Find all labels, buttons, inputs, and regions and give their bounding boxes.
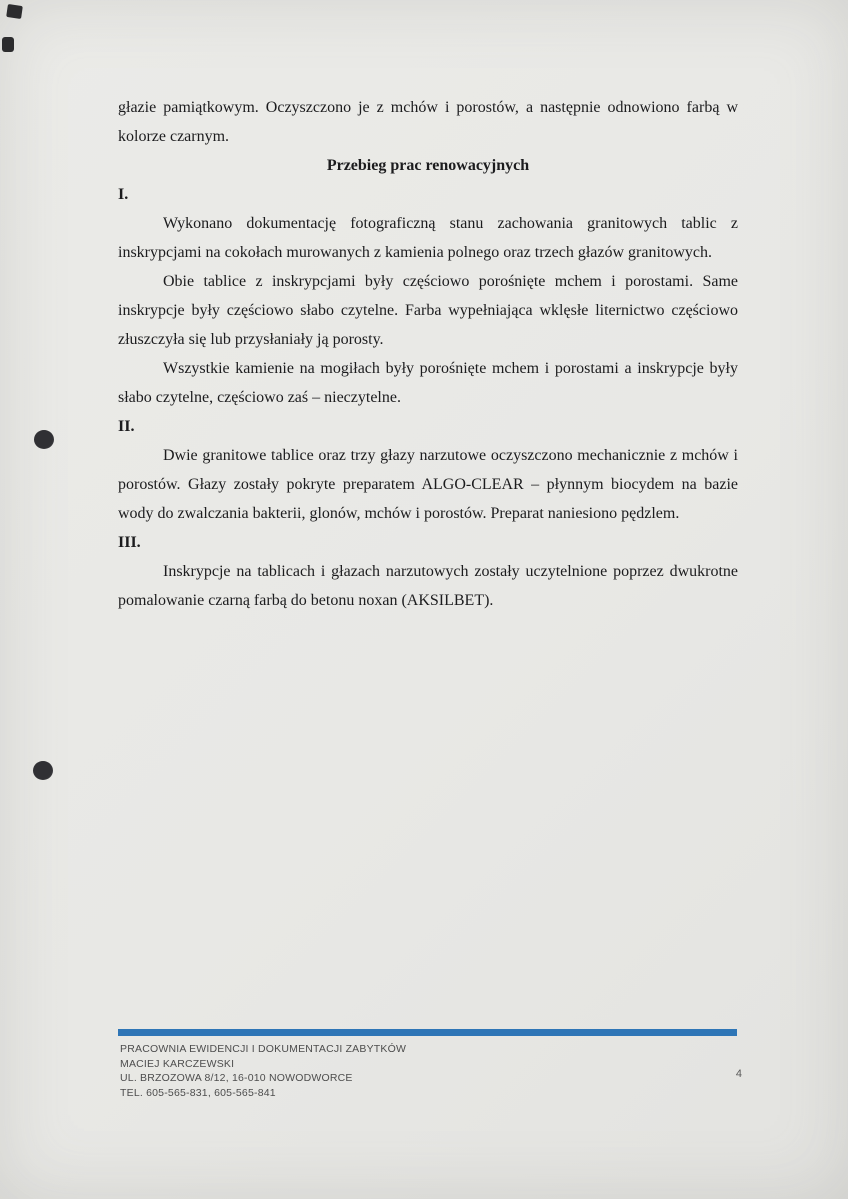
footer-line-company: PRACOWNIA EWIDENCJI I DOKUMENTACJI ZABYTKÓW: [120, 1043, 407, 1055]
paragraph: Obie tablice z inskrypcjami były częściowo porośnięte mchem i porostami. Same inskrypcje były częściowo słabo czytelne. Farba wypełniająca wklęsłe liternictwo częściowo złuszczyła się lub przysłaniały ją porosty.: [118, 273, 738, 348]
section-label-iii: III.: [118, 534, 141, 551]
paragraph: Wykonano dokumentację fotograficzną stanu zachowania granitowych tablic z inskrypcjami na cokołach murowanych z kamienia polnego oraz trzech głazów granitowych.: [118, 215, 738, 261]
paragraph: Inskrypcje na tablicach i głazach narzutowych zostały uczytelnione poprzez dwukrotne pomalowanie czarną farbą do betonu noxan (AKSILBET).: [118, 563, 738, 609]
document-body: [118, 93, 738, 615]
scan-artifact: [2, 37, 14, 52]
paragraph: Dwie granitowe tablice oraz trzy głazy narzutowe oczyszczono mechanicznie z mchów i porostów. Głazy zostały pokryte preparatem ALGO-CLEAR – płynnym biocydem na bazie wody do zwalczania bakterii, glonów, mchów i porostów. Preparat naniesiono pędzlem.: [118, 447, 738, 522]
punch-hole: [33, 761, 53, 780]
paragraph: Wszystkie kamienie na mogiłach były porośnięte mchem i porostami a inskrypcje były słabo czytelne, częściowo zaś – nieczytelne.: [118, 360, 738, 406]
footer-divider-bar: [118, 1029, 737, 1036]
section-label-i: I.: [118, 186, 129, 203]
footer-line-name: MACIEJ KARCZEWSKI: [120, 1057, 235, 1070]
footer-line-address: UL. BRZOZOWA 8/12, 16-010 NOWODWORCE: [120, 1072, 353, 1085]
punch-hole: [34, 430, 54, 449]
intro-paragraph: głazie pamiątkowym. Oczyszczono je z mchów i porostów, a następnie odnowiono farbą w kolorze czarnym.: [118, 99, 738, 145]
section-label-ii: II.: [118, 418, 135, 435]
section-heading: Przebieg prac renowacyjnych: [326, 157, 530, 174]
footer-address-block: [120, 1042, 406, 1101]
footer-line-phone: TEL. 605-565-831, 605-565-841: [120, 1087, 276, 1100]
scan-artifact: [6, 4, 23, 19]
page-number: 4: [735, 1068, 742, 1080]
